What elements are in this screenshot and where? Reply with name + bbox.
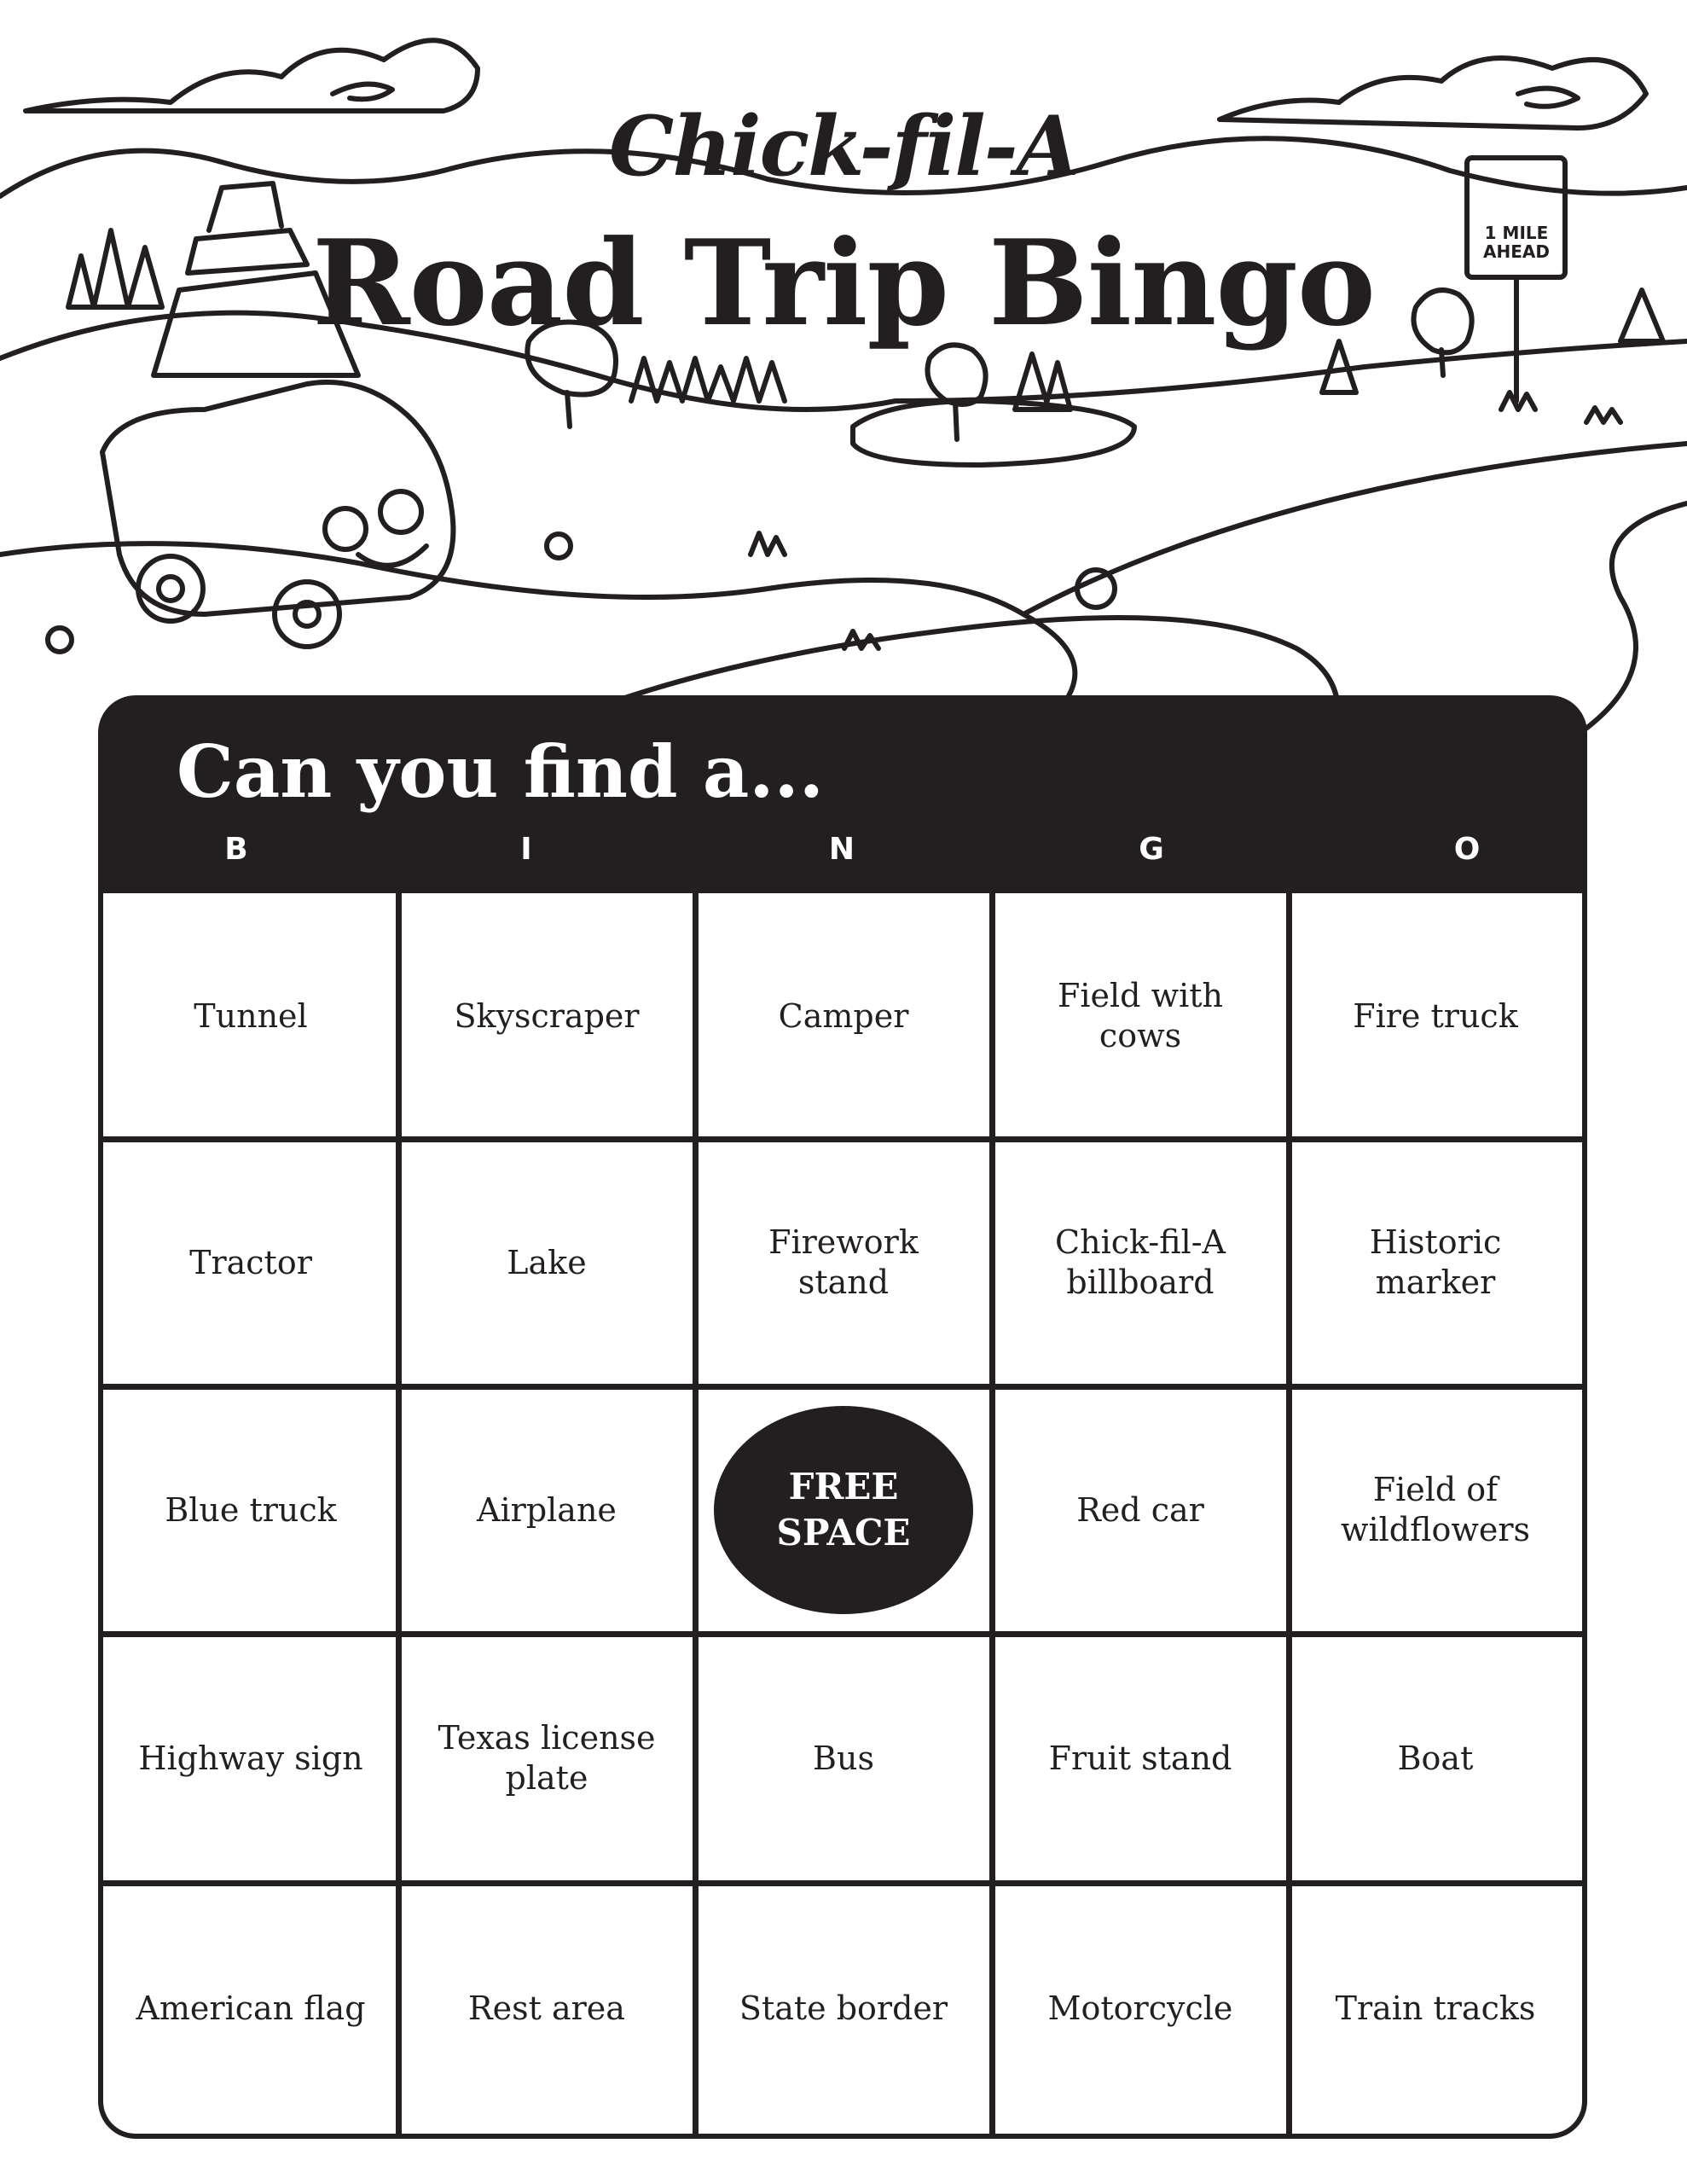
page-title: Road Trip Bingo — [312, 213, 1375, 352]
bingo-cell-label: Texas license plate — [438, 1719, 656, 1797]
column-letter-b: B — [224, 832, 248, 867]
bingo-cell[interactable] — [398, 1634, 695, 1883]
bingo-cell-label: Fire truck — [1353, 996, 1518, 1035]
bingo-cell[interactable] — [398, 1883, 695, 2134]
bingo-cell[interactable] — [1289, 1139, 1582, 1386]
bingo-cell-label: Boat — [1397, 1739, 1474, 1777]
bingo-cell[interactable] — [103, 893, 398, 1139]
bingo-cell[interactable] — [103, 1139, 398, 1386]
lake — [853, 401, 1134, 465]
free-space-badge: FREE SPACE — [714, 1406, 973, 1614]
bingo-cell[interactable] — [398, 893, 695, 1139]
bingo-cell[interactable] — [695, 1634, 992, 1883]
bingo-cell-label: Tractor — [189, 1243, 312, 1281]
bingo-cell-label: Chick-fil-A billboard — [1055, 1223, 1226, 1301]
bingo-cell[interactable] — [992, 1139, 1289, 1386]
bingo-cell-label: Field of wildflowers — [1340, 1471, 1531, 1548]
bingo-cell[interactable] — [1289, 1634, 1582, 1883]
bingo-cell[interactable] — [992, 1634, 1289, 1883]
bingo-cell[interactable] — [398, 1139, 695, 1386]
bingo-cell-label: Motorcycle — [1047, 1989, 1233, 2027]
chick-fil-a-logo: Chick-fil-A — [608, 98, 1079, 195]
bingo-cell-label: Fruit stand — [1048, 1739, 1232, 1777]
bingo-cell-label: Bus — [813, 1739, 874, 1777]
bingo-cell-label: Firework stand — [768, 1223, 919, 1301]
bingo-cell[interactable] — [992, 1386, 1289, 1634]
column-letter-o: O — [1453, 832, 1481, 867]
bingo-cell[interactable] — [103, 1634, 398, 1883]
bingo-cell[interactable] — [1289, 1883, 1582, 2134]
flower — [1077, 570, 1115, 607]
card-heading: Can you find a... — [177, 729, 825, 814]
bingo-cell[interactable] — [398, 1386, 695, 1634]
bingo-cell[interactable] — [695, 1386, 992, 1634]
bingo-cell-label: Train tracks — [1335, 1989, 1536, 2027]
bingo-cell-label: American flag — [136, 1989, 366, 2027]
tree-round — [928, 345, 986, 404]
bingo-card — [98, 695, 1587, 2139]
bingo-cell[interactable] — [992, 893, 1289, 1139]
bingo-cell-label: Historic marker — [1369, 1223, 1502, 1301]
bingo-cell-label: State border — [739, 1989, 948, 2027]
bingo-cell[interactable] — [1289, 1386, 1582, 1634]
road-sign-line: 1 MILE — [1484, 223, 1549, 243]
bingo-cell[interactable] — [695, 1139, 992, 1386]
bingo-grid — [103, 893, 1582, 2134]
bingo-cell[interactable] — [103, 1883, 398, 2134]
bingo-cell-label: Field with cows — [1058, 977, 1223, 1054]
bingo-cell-label: Highway sign — [138, 1739, 363, 1777]
column-letter-n: N — [828, 832, 855, 867]
bingo-cell[interactable] — [695, 1883, 992, 2134]
bingo-cell[interactable] — [103, 1386, 398, 1634]
column-letter-g: G — [1139, 832, 1164, 867]
bingo-cell[interactable] — [695, 893, 992, 1139]
bingo-cell[interactable] — [1289, 893, 1582, 1139]
bingo-cell-label: Blue truck — [165, 1490, 337, 1529]
bingo-cell-label: Airplane — [477, 1490, 617, 1529]
column-letter-i: I — [520, 832, 532, 867]
bingo-cell-label: Rest area — [468, 1989, 625, 2027]
bingo-cell-label: Skyscraper — [454, 996, 640, 1035]
bingo-cell-label: Red car — [1076, 1490, 1204, 1529]
bingo-cell-label: Tunnel — [194, 996, 308, 1035]
bingo-letters — [98, 832, 1587, 883]
bingo-cell-label: Lake — [507, 1243, 587, 1281]
road-sign-text — [1474, 224, 1559, 261]
bingo-cell-label: Camper — [778, 996, 909, 1035]
bingo-cell[interactable] — [992, 1883, 1289, 2134]
road-sign-line: AHEAD — [1483, 241, 1550, 262]
